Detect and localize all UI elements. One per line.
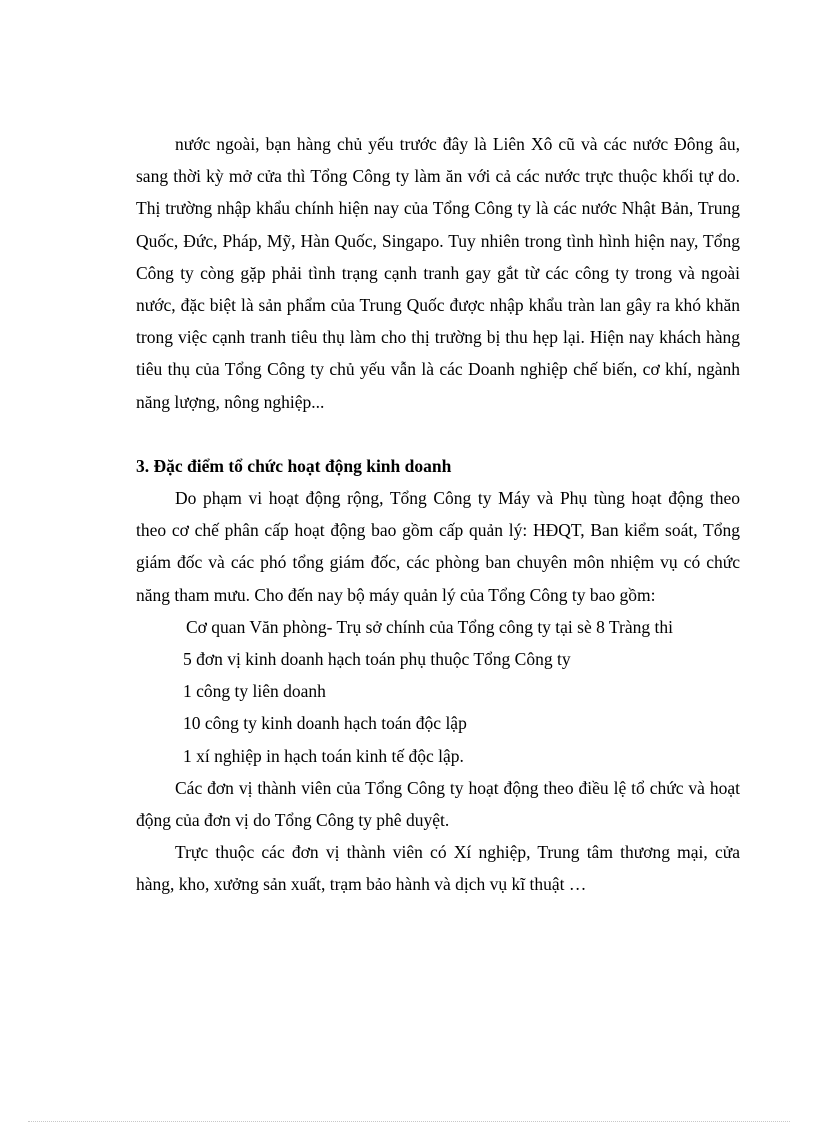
document-body <box>136 128 740 901</box>
organization-list <box>136 611 740 772</box>
paragraph-management-structure: Do phạm vi hoạt động rộng, Tổng Công ty Máy và Phụ tùng hoạt động theo theo cơ chế phân cấp hoạt động bao gồm cấp quản lý: HĐQT, Ban kiểm soát, Tổng giám đốc và các phó tổng giám đốc, các phòng ban chuyên môn nhiệm vụ có chức năng tham mưu. Cho đến nay bộ máy quản lý của Tổng Công ty bao gồm: <box>136 488 740 605</box>
paragraph-member-units: Các đơn vị thành viên của Tổng Công ty hoạt động theo điều lệ tổ chức và hoạt động của đơn vị do Tổng Công ty phê duyệt. <box>136 777 740 831</box>
page-bottom-divider <box>28 1121 790 1122</box>
list-item: 1 xí nghiệp in hạch toán kinh tế độc lập. <box>183 745 464 766</box>
paragraph-subsidiaries: Trực thuộc các đơn vị thành viên có Xí nghiệp, Trung tâm thương mại, cửa hàng, kho, xưởng sản xuất, trạm bảo hành và dịch vụ kĩ thuật … <box>136 842 740 895</box>
list-item: Cơ quan Văn phòng- Trụ sở chính của Tổng công ty tại sè 8 Tràng thi <box>186 616 673 637</box>
section-heading: 3. Đặc điểm tổ chức hoạt động kinh doanh <box>136 455 452 476</box>
list-item: 10 công ty kinh doanh hạch toán độc lập <box>183 713 467 734</box>
list-item: 5 đơn vị kinh doanh hạch toán phụ thuộc Tổng Công ty <box>183 649 571 670</box>
list-item: 1 công ty liên doanh <box>183 681 326 702</box>
paragraph-foreign-markets: nước ngoài, bạn hàng chủ yếu trước đây là Liên Xô cũ và các nước Đông âu, sang thời kỳ mở cửa thì Tổng Công ty làm ăn với cả các nước trực thuộc khối tự do. Thị trường nhập khẩu chính hiện nay của Tổng Công ty là các nước Nhật Bản, Trung Quốc, Đức, Pháp, Mỹ, Hàn Quốc, Singapo. Tuy nhiên trong tình hình hiện nay, Tổng Công ty còng gặp phải tình trạng cạnh tranh gay gắt từ các công ty trong và ngoài nước, đặc biệt là sản phẩm của Trung Quốc được nhập khẩu tràn lan gây ra khó khăn trong việc cạnh tranh tiêu thụ làm cho thị trường bị thu hẹp lại. Hiện nay khách hàng tiêu thụ của Tổng Công ty chủ yếu vẫn là các Doanh nghiệp chế biến, cơ khí, ngành năng lượng, nông nghiệp... <box>136 134 740 412</box>
